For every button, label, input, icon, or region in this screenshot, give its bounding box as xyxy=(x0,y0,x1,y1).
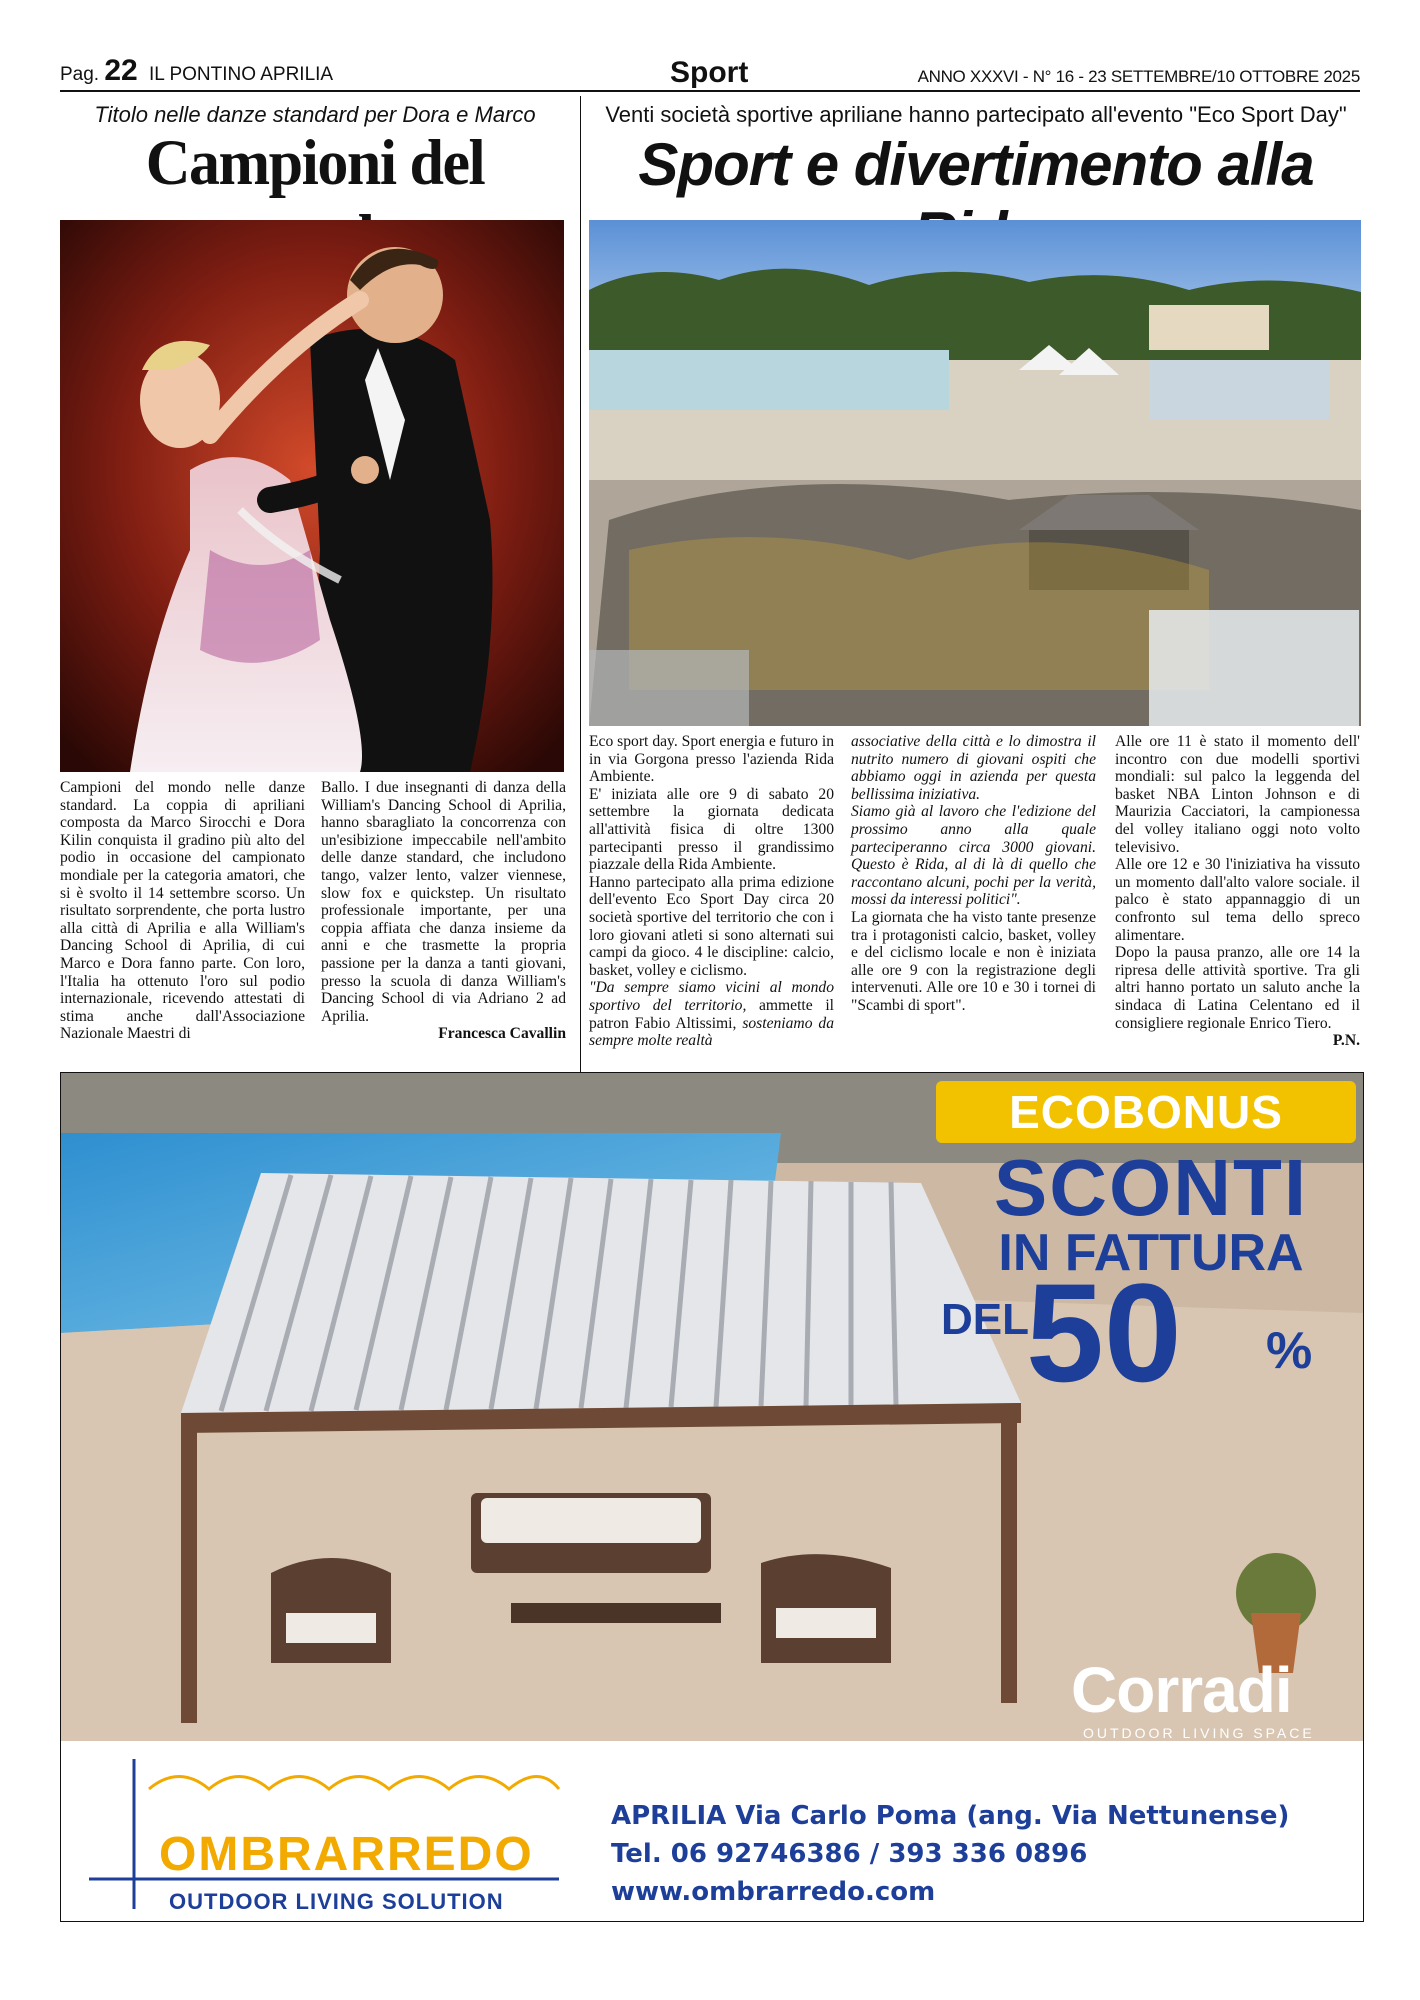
ad-headline-del: DEL xyxy=(941,1295,1029,1344)
right-article-signature: P.N. xyxy=(1332,1032,1360,1050)
ad-contact-band xyxy=(61,1741,1363,1921)
right-article-column-1 xyxy=(589,733,834,1050)
issue-info: ANNO XXXVI - N° 16 - 23 SETTEMBRE/10 OTTOBRE 2025 xyxy=(917,67,1360,86)
left-article-title: Campioni del xyxy=(145,127,485,199)
left-article-column-2 xyxy=(321,779,566,1043)
right-article-paragraph: Hanno partecipato alla prima edizione dell'evento Eco Sport Day circa 20 società sportive del territorio che con i loro giovani atleti si sono alternati sui campi da gioco. 4 le discipline: calcio, basket, volley e ciclismo. xyxy=(589,873,834,979)
ecobonus-badge: ECOBONUS xyxy=(936,1081,1356,1143)
eco-sport-day-crowd-photo xyxy=(589,220,1361,726)
right-article-column-3 xyxy=(1115,733,1360,1050)
right-article-quote: Siamo già al lavoro che l'edizione del prossimo anno alla quale parteciperanno circa 3000 giovani. Questo è Rida, al di là di quello che raccontano alcuni, pochi per la verità, mossi da interessi politici". xyxy=(851,803,1096,909)
right-article-quote: sosteniamo da sempre molte realtà xyxy=(589,1014,834,1050)
store-phone: Tel. 06 92746386 / 393 336 0896 xyxy=(611,1839,1088,1869)
ad-headline-sconti: SCONTI xyxy=(993,1143,1309,1232)
store-address: APRILIA Via Carlo Poma (ang. Via Nettunense) xyxy=(611,1801,1290,1831)
discount-percentage: 50 xyxy=(1026,1254,1182,1411)
page-label: Pag. xyxy=(60,64,100,85)
ombrarredo-advertisement xyxy=(60,1072,1364,1922)
percent-sign: % xyxy=(1266,1322,1313,1380)
right-article-column-2 xyxy=(851,733,1096,1015)
left-article-signature: Francesca Cavallin xyxy=(438,1025,566,1043)
section-title: Sport xyxy=(670,56,749,89)
left-article-text-2: Ballo. I due insegnanti di danza della William's Dancing School di Aprilia, hanno sbaragliato la concorrenza con un'esibizione impeccabile nell'ambito delle danze standard, che includono tango, valzer lento, valzer viennese, slow fox e quickstep. Un risultato professionale importante, per una coppia affiata che danza insieme da anni e che trasmette la propria passione per la danza a tanti giovani, presso la scuola di danza William's Dancing School di via Adriano 2 ad Aprilia. xyxy=(321,779,566,1025)
ombrarredo-name: OMBRARREDO xyxy=(159,1828,534,1881)
ombrarredo-tagline: OUTDOOR LIVING SOLUTION xyxy=(169,1889,504,1914)
corradi-tagline: OUTDOOR LIVING SPACE xyxy=(1083,1725,1315,1741)
left-article-column-1 xyxy=(60,779,305,1043)
store-website[interactable]: www.ombrarredo.com xyxy=(611,1877,936,1907)
page-number-value: 22 xyxy=(104,54,138,87)
right-article-paragraph: E' iniziata alle ore 9 di sabato 20 settembre la giornata dedicata all'attività fisica di oltre 1300 partecipanti presso il grandissimo piazzale della Rida Ambiente. xyxy=(589,785,834,874)
column-divider xyxy=(580,96,581,1076)
ad-headline-fattura: IN FATTURA xyxy=(998,1224,1304,1282)
corradi-logo: Corradi xyxy=(1071,1654,1292,1726)
dance-couple-photo xyxy=(60,220,564,772)
right-article-title: Sport e divertimento alla xyxy=(638,131,1314,198)
right-article-kicker: Venti società sportive apriliane hanno partecipato all'evento "Eco Sport Day" xyxy=(605,102,1347,127)
right-article-paragraph: Dopo la pausa pranzo, alle ore 14 la ripresa delle attività sportive. Tra gli altri hanno portato un saluto anche la sindaca di Latina Celentano ed il consigliere regionale Enrico Tiero. xyxy=(1115,944,1360,1032)
right-article-quote: associative della città e lo dimostra il nutrito numero di giovani ospiti che abbiamo oggi in azienda per questa bellissima iniziativa. xyxy=(851,733,1096,803)
ombrarredo-logo xyxy=(79,1749,599,1914)
page-number xyxy=(60,54,333,88)
left-article-text-1: Campioni del mondo nelle danze standard. La coppia di apriliani composta da Marco Sirocchi e Dora Kilin conquista il gradino più alto del podio in occasione del campionato mondiale per la categoria amatori, che si è svolto il 14 settembre scorso. Un risultato sorprendente, che porta lustro alla città di Aprilia e alla William's Dancing School di Aprilia, di cui Marco e Dora fanno parte. Con loro, l'Italia ha ottenuto l'oro sul podio internazionale, ricevendo attestati di stima anche dall'Associazione Nazionale Maestri di xyxy=(60,779,305,1043)
right-article-paragraph: Eco sport day. Sport energia e futuro in in via Gorgona presso l'azienda Rida Ambiente. xyxy=(589,733,834,786)
right-article-paragraph: Alle ore 11 è stato il momento dell' incontro con due modelli sportivi mondiali: sul palco la leggenda del basket NBA Linton Johnson e di Maurizia Cacciatori, la campionessa del volley italiano oggi noto volto televisivo. xyxy=(1115,733,1360,856)
right-article-paragraph: Alle ore 12 e 30 l'iniziativa ha vissuto un momento dall'alto valore sociale. il palco è stato appannaggio di un confronto sul tema dello spreco alimentare. xyxy=(1115,856,1360,944)
right-article-paragraph: La giornata che ha visto tante presenze tra i protagonisti calcio, basket, volley e del ciclismo locale e non è iniziata alle ore 9 con la registrazione degli intervenuti. Alle ore 10 e 30 i tornei di "Scambi di sport". xyxy=(851,908,1096,1014)
publication-name: IL PONTINO APRILIA xyxy=(149,64,334,85)
right-article-attribution: ammette il patron Fabio Altissimi, xyxy=(589,996,834,1032)
page-header xyxy=(60,54,1360,92)
left-article-kicker: Titolo nelle danze standard per Dora e Marco xyxy=(94,102,536,127)
right-article-quote: "Da sempre siamo vicini al mondo sportivo del territorio, xyxy=(589,979,834,1014)
